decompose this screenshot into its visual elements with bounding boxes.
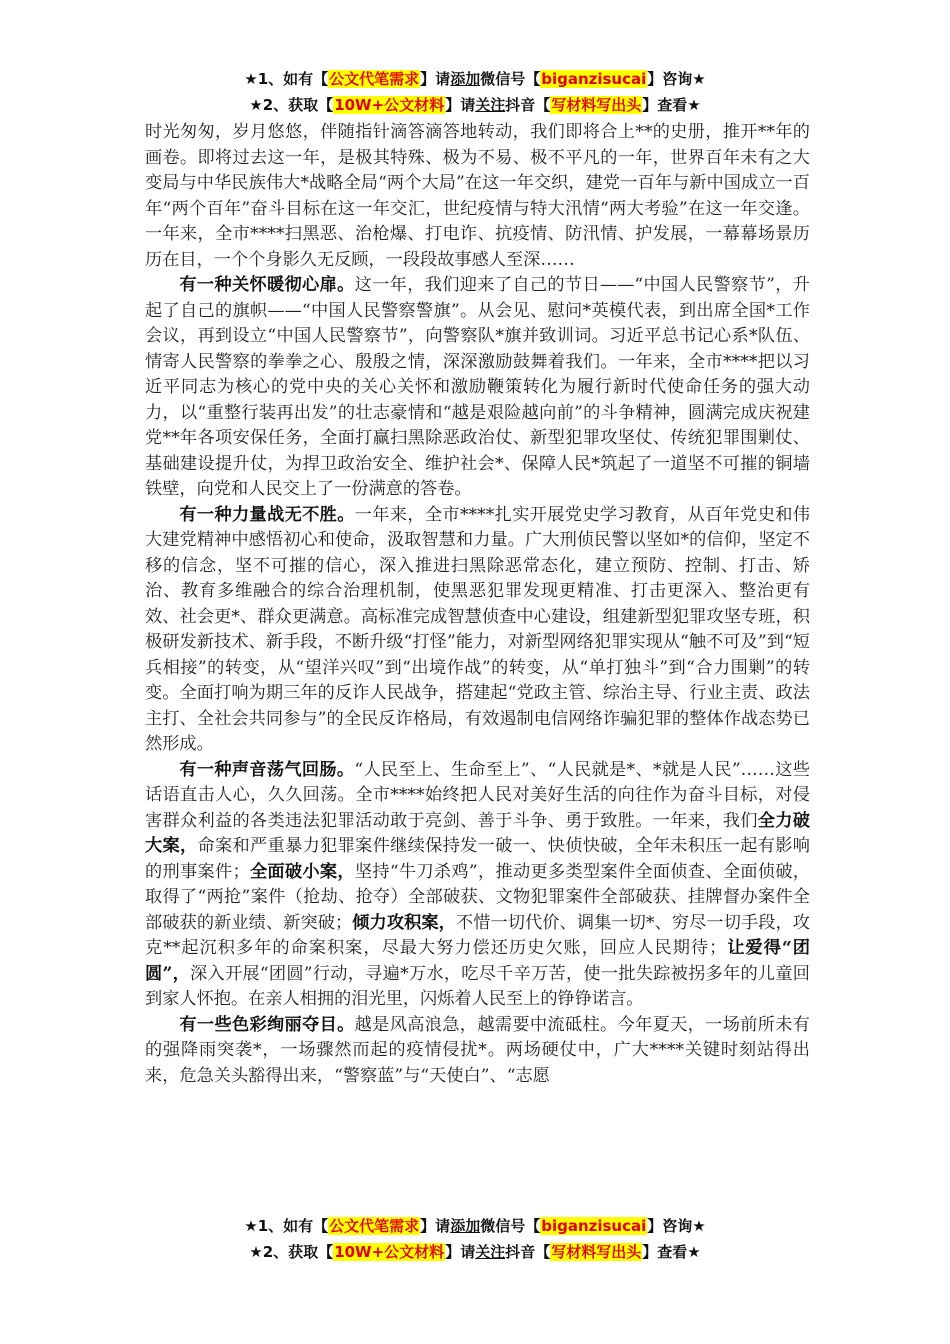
paragraph-lead: 有一种关怀暖彻心扉。: [179, 275, 355, 295]
douyin-account: 写材料写出头: [551, 96, 642, 114]
paragraph-text: 越是风高浪急，越需要中流砥柱。今年夏天，一场前所未有的强降雨突袭*，一场骤然而起的疫情侵扰*。两场硬仗中，广大****关键时刻站得出来，危急关头豁得出来，“警察蓝”与“天使白”、“志愿: [145, 1014, 810, 1086]
banner-text: 微信号【: [480, 70, 541, 88]
paragraph-text: 时光匆匆，岁月悠悠，伴随指针滴答滴答地转动，我们即将合上**的史册，推开**年的画卷。即将过去这一年，是极其特殊、极为不易、极不平凡的一年，世界百年未有之大变局与中华民族伟大*战略全局“两个大局”在这一年交织，建党一百年与新中国成立一百年“两个百年”奋斗目标在这一年交汇，世纪疫情与特大汛情“两大考验”在这一年交逢。一年来，全市****扫黑恶、治枪爆、打电诈、抗疫情、防汛情、护发展，一幕幕场景历历在目，一个个身影久无反顾，一段段故事感人至深……: [145, 122, 810, 270]
paragraph-text: 不惜一切代价、调集一切*、穷尽一切手段，攻克**起沉积多年的命案积案，尽最大努力偿还历史欠账，回应人民期待；: [145, 912, 810, 958]
paragraph-text: 一年来，全市****扎实开展党史学习教育，从百年党史和伟大建党精神中感悟初心和使命，汲取智慧和力量。广大刑侦民警以坚如*的信仰，坚定不移的信念，坚不可摧的信心，深入推进扫黑除恶常态化，建立预防、控制、打击、矫治、教育多维融合的综合治理机制，使黑恶犯罪发现更精准、打击更深入、整治更有效、社会更*、群众更满意。高标准完成智慧侦查中心建设，组建新型犯罪攻坚专班，积极研发新技术、新手段，不断升级“打怪”能力，对新型网络犯罪实现从“触不可及”到“短兵相接”的转变，从“望洋兴叹”到“出境作战”的转变，从“单打独斗”到“合力围剿”的转变。全面打响为期三年的反诈人民战争，搭建起“党政主管、综治主导、行业主责、政法主打、全社会共同参与”的全民反诈格局，有效遏制电信网络诈骗犯罪的整体作战态势已然形成。: [145, 504, 810, 754]
highlight-tag: 10W+公文材料: [334, 96, 445, 114]
banner-line-2: [0, 1239, 950, 1265]
inline-emphasis: 让爱得“团圆”，: [145, 938, 810, 984]
wechat-id: biganzisucai: [541, 70, 647, 88]
paragraph-care: [145, 273, 810, 503]
banner-text: ★2、获取【: [249, 96, 334, 114]
paragraph-lead: 有一些色彩绚丽夺目。: [179, 1014, 355, 1035]
emphasis-word: 添加: [450, 1217, 481, 1235]
inline-emphasis: 全面破小案，: [249, 861, 355, 882]
header-banner: [0, 66, 950, 118]
paragraph-strength: [145, 503, 810, 758]
wechat-id: biganzisucai: [541, 1217, 647, 1235]
highlight-tag: 10W+公文材料: [334, 1243, 445, 1261]
banner-text: 】咨询★: [647, 70, 706, 88]
document-body: [145, 120, 810, 1089]
paragraph-colors: [145, 1013, 810, 1090]
banner-text: 】咨询★: [647, 1217, 706, 1235]
highlight-tag: 公文代笔需求: [329, 1217, 420, 1235]
inline-emphasis: 全力破大案，: [145, 810, 810, 856]
paragraph-text: 坚持“牛刀杀鸡”，推动更多类型案件全面侦查、全面侦破，取得了“两抢”案件（抢劫、抢夺）全部破获、文物犯罪案件全部破获、挂牌督办案件全部破获的新业绩、新突破；: [145, 861, 810, 933]
banner-text: 】请: [420, 70, 451, 88]
douyin-account: 写材料写出头: [551, 1243, 642, 1261]
emphasis-word: 关注: [475, 96, 506, 114]
paragraph-text: “人民至上、生命至上”、“人民就是*、*就是人民”……这些话语直击人心，久久回荡。全市****始终把人民对美好生活的向往作为奋斗目标，对侵害群众利益的各类违法犯罪活动敢于亮剑、善于斗争、勇于致胜。一年来，我们: [145, 759, 810, 831]
banner-text: 】查看★: [642, 96, 701, 114]
banner-text: 抖音【: [505, 96, 551, 114]
banner-text: ★1、如有【: [244, 70, 329, 88]
paragraph-lead: 有一种声音荡气回肠。: [179, 759, 355, 780]
paragraph-voice: [145, 758, 810, 1013]
banner-line-1: [0, 1213, 950, 1239]
inline-emphasis: 倾力攻积案，: [352, 912, 456, 933]
banner-text: 】请: [445, 1243, 476, 1261]
banner-text: ★2、获取【: [249, 1243, 334, 1261]
highlight-tag: 公文代笔需求: [329, 70, 420, 88]
banner-text: ★1、如有【: [244, 1217, 329, 1235]
banner-text: 抖音【: [505, 1243, 551, 1261]
emphasis-word: 添加: [450, 70, 481, 88]
paragraph-text: 深入开展“团圆”行动，寻遍*万水，吃尽千辛万苦，使一批失踪被拐多年的儿童回到家人怀抱。在亲人相拥的泪光里，闪烁着人民至上的铮铮诺言。: [145, 963, 810, 1009]
paragraph-text: 命案和严重暴力犯罪案件继续保持发一破一、快侦快破，全年未积压一起有影响的刑事案件；: [145, 836, 810, 882]
banner-text: 】请: [420, 1217, 451, 1235]
footer-banner: [0, 1213, 950, 1265]
banner-text: 微信号【: [480, 1217, 541, 1235]
banner-line-1: [0, 66, 950, 92]
banner-text: 】请: [445, 96, 476, 114]
banner-line-2: [0, 92, 950, 118]
banner-text: 】查看★: [642, 1243, 701, 1261]
paragraph-intro: [145, 120, 810, 273]
emphasis-word: 关注: [475, 1243, 506, 1261]
paragraph-text: 这一年，我们迎来了自己的节日——“中国人民警察节”，升起了自己的旗帜——“中国人民警察警旗”。从会见、慰问*英模代表，到出席全国*工作会议，再到设立“中国人民警察节”，向警察队*旗并致训词。习近平总书记心系*队伍、情寄人民警察的拳拳之心、殷殷之情，深深激励鼓舞着我们。一年来，全市****把以习近平同志为核心的党中央的关心关怀和激励鞭策转化为履行新时代使命任务的强大动力，以“重整行装再出发”的壮志豪情和“越是艰险越向前”的斗争精神，圆满完成庆祝建党**年各项安保任务，全面打赢扫黑除恶政治仗、新型犯罪攻坚仗、传统犯罪围剿仗、基础建设提升仗，为捍卫政治安全、维护社会*、保障人民*筑起了一道坚不可摧的铜墙铁壁，向党和人民交上了一份满意的答卷。: [145, 275, 810, 499]
paragraph-lead: 有一种力量战无不胜。: [179, 504, 355, 525]
